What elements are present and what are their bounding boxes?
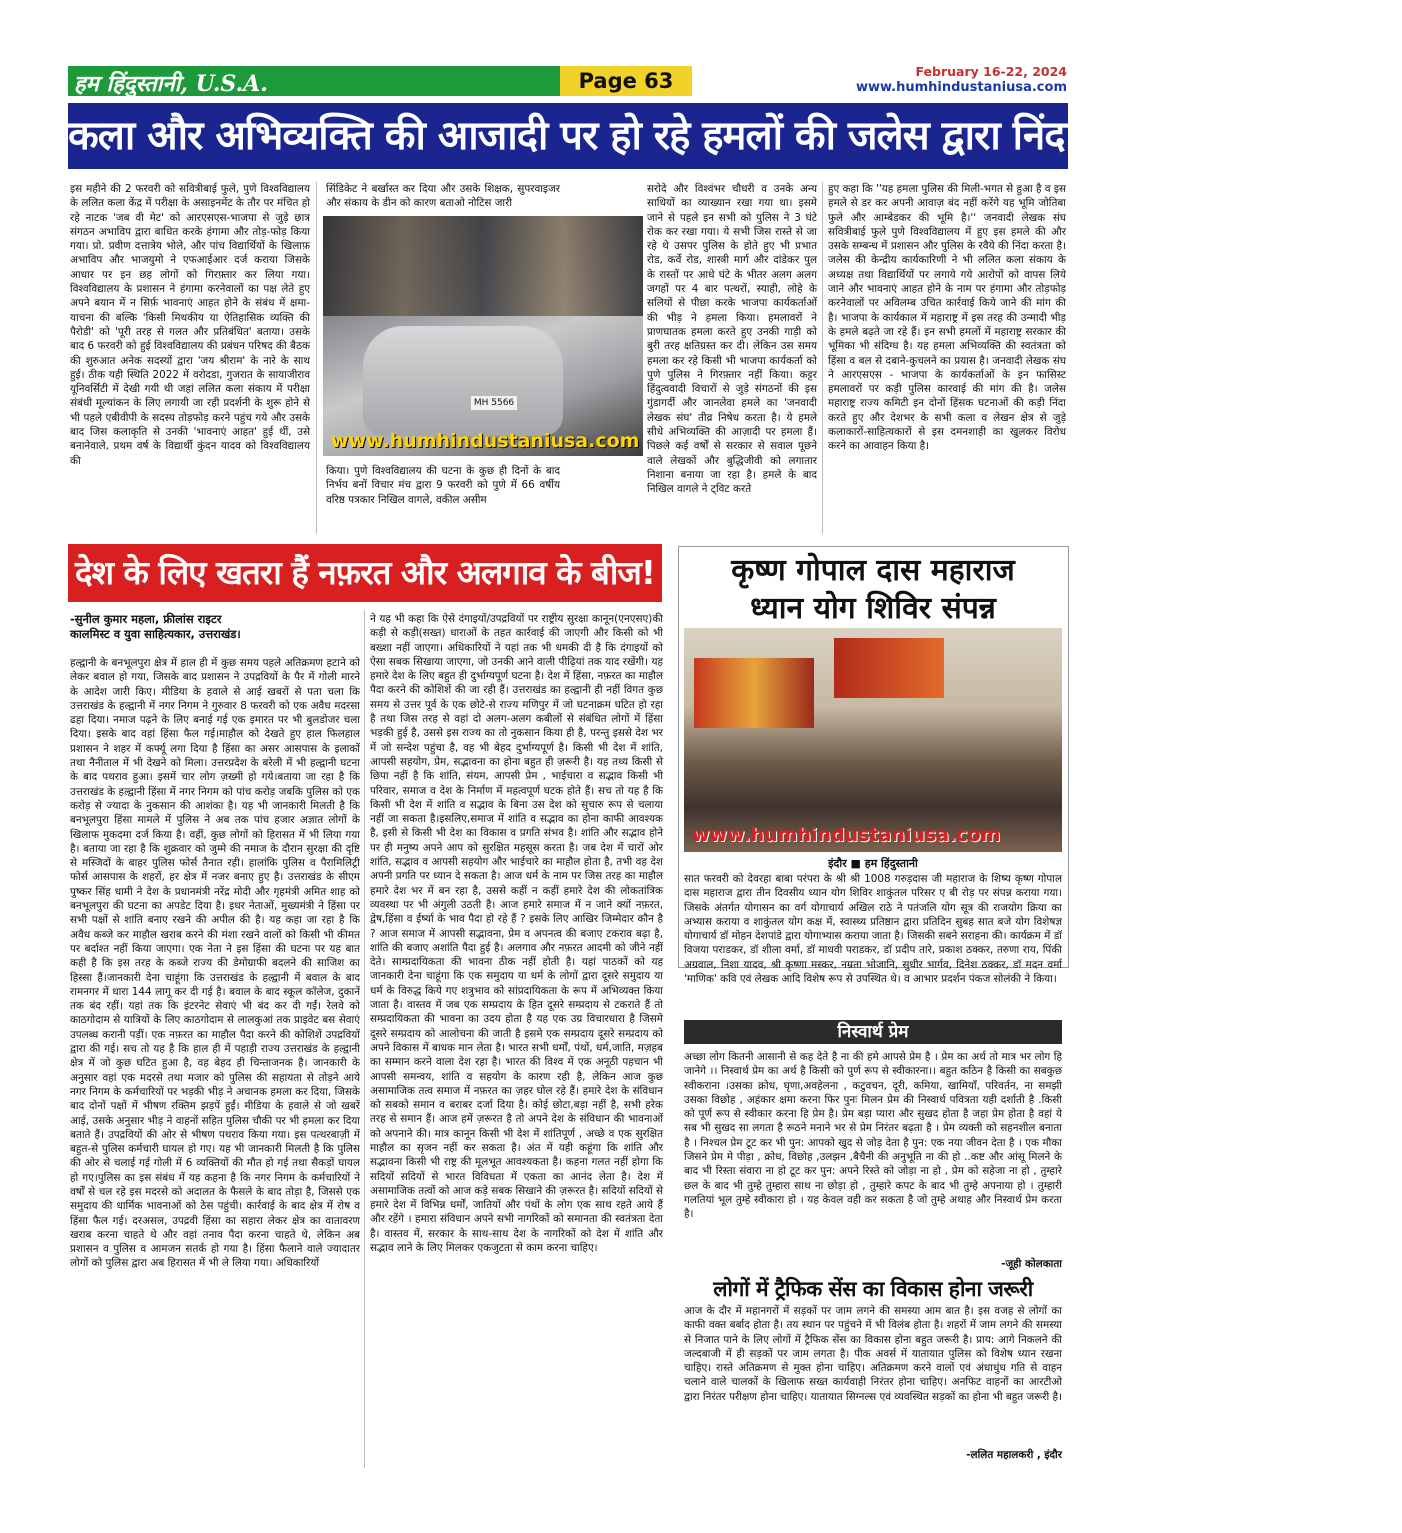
traffic-signature: -ललित महालकरी , इंदौर <box>966 1449 1062 1461</box>
yoga-headline-2: ध्यान योग शिविर संपन्न <box>750 591 996 626</box>
masthead-title: हम हिंदुस्तानी, U.S.A. <box>74 71 268 97</box>
altar-image <box>694 658 814 728</box>
nisvarth-signature: -जूही कोलकाता <box>1001 1258 1062 1270</box>
photo-watermark: www.humhindustaniusa.com <box>331 430 640 452</box>
column-divider <box>364 610 365 1468</box>
column-divider <box>316 182 317 534</box>
car-image <box>363 326 563 436</box>
photo-watermark: www.humhindustaniusa.com <box>692 824 1001 846</box>
main-article-column-3: सरोदे और विश्वंभर चौधरी व उनके अन्य साथियों का व्याख्यान रखा गया था। इसमे जाने से पहले इन सभी को पुलिस ने 3 घंटे रोक कर रखा गया। ये सभी जिस रास्ते से जा रहे थे उसपर पुलिस के होते हुए भी प्रभात रोड, कर्वे रोड, शास्त्री मार्ग और दांडेकर पुल के रास्तों पर आधे घंटे के भीतर अलग अलग जगहों पर 4 बार पत्थरों, स्याही, लोहे के सलियों से पीछा करके भाजपा कार्यकर्ताओं की भीड़ ने हमला किया। हमलावरों ने प्राणघातक हमला करते हुए उनकी गाड़ी को बुरी तरह क्षतिग्रस्त कर दी। लेकिन उस समय हमला कर रहे किसी भी भाजपा कार्यकर्ता को पुणे पुलिस ने गिरफ़्तार नहीं किया। कट्टर हिंदुत्ववादी विचारों से जुड़े संगठनों की इस गुंडागर्दी और जानलेवा हमले का 'जनवादी लेखक संघ' तीव्र निषेध करता है। ये हमले सीधे अभिव्यक्ति की आज़ादी पर हमला हैं। पिछले कई वर्षों से सरकार से सवाल पूछने वाले लेखकों और बुद्धिजीवी को लगातार निशाना बनाया जा रहा है। हमले के बाद निखिल वागले ने ट्विट करते <box>647 183 817 496</box>
second-article-column-1: हल्द्वानी के बनभूलपुरा क्षेत्र में हाल ही में कुछ समय पहले अतिक्रमण हटाने को लेकर बवाल हो गया, जिसके बाद प्रशासन ने उपद्रवियों के पैर में गोली मारने के आदेश जारी किए। मीडिया के हवाले से आई खबरों से पता चला कि उत्तराखंड के हल्द्वानी में नगर निगम ने गुरुवार 8 फरवरी को एक अवैध मदरसा ढहा दिया। नमाज पढ़ने के लिए बनाई गई एक इमारत पर भी बुलडोजर चला दिया। इसके बाद वहां हिंसा फैल गई।माहौल को देखते हुए हाल फिलहाल प्रशासन ने शहर में कर्फ्यू लगा दिया है हिंसा का असर आसपास के इलाकों तथा नैनीताल में भी देखने को मिला। उत्तरप्रदेश के बरेली में भी हल्द्वानी घटना के बाद पथराव हुआ। इसमें चार लोग ज़ख्मी हो गये।बताया जा रहा है कि उत्तराखंड के हल्द्वानी हिंसा में नगर निगम को पांच करोड़ जबकि पुलिस को एक करोड़ से ज्यादा के नुकसान की आशंका है। यह भी जानकारी मिलती है कि बनभूलपुरा हिंसा मामले में पुलिस ने अब तक पांच हजार अज्ञात लोगों के खिलाफ मुकदमा दर्ज किया है। वहीं, कुछ लोगों को हिरासत में भी लिया गया है। बताया जा रहा है कि शुक्रवार को जुम्मे की नमाज के दौरान सुरक्षा की दृष्टि से मस्जिदों के बाहर पुलिस फोर्स तैनात रही। हालांकि पुलिस व पैरामिलिट्री फोर्स आसपास के शहरों, हर क्षेत्र में नजर बनाए हुए है। उत्तराखंड के सीएम पुष्कर सिंह धामी ने देश के प्रधानमंत्री नरेंद्र मोदी और गृहमंत्री अमित शाह को बनभूलपुरा की घटना का अपडेट दिया है। इधर नेताओं, मुख्यमंत्री ने हिंसा पर सभी पक्षों से शांति बनाए रखने की अपील की है। यह कहा जा रहा है कि अवैध कब्जे कर माहौल खराब करने की मंशा रखने वालों को किसी भी कीमत पर बर्दाश्त नहीं किया जाएगा। एक नेता ने इस हिंसा की घटना पर यह बात कही है कि इस तरह के कब्जे राज्य की डेमोग्राफी बदलने की साजिश का हिस्सा हैं।जानकारी देना चाहूंगा कि उत्तराखंड के हल्द्वानी में बवाल के बाद रामनगर में धारा 144 लागू कर दी गई है। बवाल के बाद स्कूल कॉलेज, दुकानें तक बंद रहीं। यहां तक कि इंटरनेट सेवाएं भी बंद कर दी गईं। रेलवे को काठगोदाम से यात्रियों के लिए काठगोदाम से लालकुआं तक प्राइवेट बस सेवाएं उपलब्ध करानी पड़ीं। एक नफ़रत का माहौल पैदा करने की कोशिशें उपद्रवियों द्वारा की गई। सच तो यह है कि हाल ही में पहाड़ी राज्य उत्तराखंड के हल्द्वानी क्षेत्र में जो कुछ घटित हुआ है, वह बेहद ही चिन्ताजनक है। जानकारी के अनुसार वहां एक मदरसे तथा मजार को पुलिस की सहायता से तोड़ने आये नगर निगम के कर्मचारियों पर भड़की भीड़ ने अचानक हमला कर दिया, जिसके बाद दोनों पक्षों में भीषण रक्तिम झड़पें हुईं। मीडिया के हवाले से जो खबरें आई, उसके अनुसार भीड़ ने वाहनों सहित पुलिस चौकी पर भी हमला कर दिया बताते हैं। उपद्रवियों की ओर से भीषण पथराव किया गया। इस पत्थरबाज़ी में बहुत-से पुलिस कर्मचारी घायल हो गए। यह भी जानकारी मिलती है कि पुलिस की ओर से चलाई गई गोली में 6 व्यक्तियों की मौत हो गई तथा सैकड़ों घायल हो गए।पुलिस का इस संबंध में यह कहना है कि नगर निगम के कर्मचारियों ने वर्षों से चल रहे इस मदरसे को अदालत के फैसले के बाद तोड़ा है, जिससे एक समुदाय की धार्मिक भावनाओं को ठेस पहुंची। कार्रवाई के बाद क्षेत्र में रोष व हिंसा फैल गई। दरअसल, उपद्रवी हिंसा का सहारा लेकर क्षेत्र का वातावरण खराब करना चाहते थे और वहां तनाव पैदा करना चाहते थे, लेकिन अब प्रशासन व पुलिस व आमजन सतर्क हो गया है। हिंसा फैलाने वाले ज्यादातर लोगों को पुलिस द्वारा अब हिरासत में भी ले लिया गया। अधिकारियों <box>70 657 360 1270</box>
column-divider <box>822 182 823 534</box>
yoga-photo-caption: इंदौर ■ हम हिंदुस्तानी <box>828 857 918 870</box>
damaged-car-photo <box>323 216 643 456</box>
main-article-column-2-top: सिंडिकेट ने बर्खास्त कर दिया और उसके शिक्षक, सुपरवाइजर और संकाय के डीन को कारण बताओ नोटिस जारी <box>326 183 560 210</box>
issue-date: February 16-22, 2024 <box>915 64 1067 79</box>
main-article-column-4: हुए कहा कि ''यह हमला पुलिस की मिली-भगत से हुआ है व इस हमले से डर कर अपनी आवाज़ बंद नहीं करेंगे यह भूमि जोतिबा फुले और आम्बेडकर की भूमि है।'' जनवादी लेखक संघ सवित्रीबाई फुले पुणे विश्वविद्यालय में हुए इस हमले की और उसके सम्बन्ध में प्रशासन और पुलिस के रवैये की निंदा करता है। जलेस की केन्द्रीय कार्यकारिणी ने भी ललित कला संकाय के अध्यक्ष तथा विद्यार्थियों पर लगाये गये आरोपों को वापस लिये जाने और भावनाएं आहत होने के नाम पर हंगामा और तोड़फोड़ करनेवालों पर अविलम्ब उचित कार्रवाई किये जाने की मांग की है। भाजपा के कार्यकाल में महाराष्ट्र में इस तरह की उन्मादी भीड़ के हमले बढ़ते जा रहे हैं। इन सभी हमलों में महाराष्ट्र सरकार की भूमिका भी संदिग्ध है। यह हमला अभिव्यक्ति की स्वतंत्रता को हिंसा व बल से दबाने-कुचलने का प्रयास है। जनवादी लेखक संघ ने आरएसएस - भाजपा के कार्यकर्ताओं के इन फासिस्ट हमलावरों पर कड़ी पुलिस कारवाई की मांग की है। जलेस महाराष्ट्र राज्य कमिटी इन दोनों हिंसक घटनाओं की कड़ी निंदा करते हुए और देशभर के सभी कला व लेखन क्षेत्र से जुड़े कलाकारों-साहित्यकारों से इस दमनशाही का खुलकर विरोध करने का आवाहन किया है। <box>828 183 1066 453</box>
page-number: Page 63 <box>560 66 692 96</box>
nisvarth-headline: निस्वार्थ प्रेम <box>684 1020 1062 1044</box>
traffic-body: आज के दौर में महानगरों में सड़कों पर जाम लगने की समस्या आम बात है। इस वजह से लोगों का काफी वक्त बर्बाद होता है। तय स्थान पर पहुंचने में भी विलंब होता है। शहरों में जाम लगने की समस्या से निजात पाने के लिए लोगों में ट्रैफिक सेंस का विकास होना बहुत जरूरी है। प्राय: आगे निकलने की जल्दबाजी में ही सड़कों पर जाम लगता है। पीक अवर्स में यातायात पुलिस को विशेष ध्यान रखना चाहिए। रास्ते अतिक्रमण से मुक्त होना चाहिए। अतिक्रमण करने वालों एवं अंधाधुंध गति से वाहन चलाने वाले चालकों के खिलाफ सख्त कार्यवाही निरंतर होना चाहिए। अनफिट वाहनों का आरटीओ द्वारा निरंतर परीक्षण होना चाहिए। यातायात सिग्नल्स एवं व्यवस्थित सड़कों का होना भी बहुत जरूरी है। <box>684 1305 1063 1403</box>
nisvarth-body: अच्छा लोग कितनी आसानी से कह देते है ना की हमे आपसे प्रेम है । प्रेम का अर्थ तो मात्र भर लोग हि जानेगे ।। निस्वार्थ प्रेम का अर्थ है किसी को पुर्ण रूप से स्वीकारना।। बहुत कठिन है किसी का सबकुछ स्वीकराना ।उसका क्रोध, घृणा,अवहेलना , कटुवचन, दूरी, कमिया, खामियाँ, परिवर्तन, ना समझी उसका विछोह , अहंकार क्षमा करना फिर पुनः मिलन प्रेम की निस्वार्थ पवित्रता यही दर्शाती है .किसी को पूर्ण रूप से स्वीकार करना हि प्रेम है। प्रेम बड़ा प्यारा और सुखद होता है जहा प्रेम होता है वहां ये सब भी सुखद सा लगता है रूठने मनाने भर से प्रेम निरंतर बढ़ता है । प्रेम व्यक्ती को सहनशील बनाता है । निश्चल प्रेम टूट कर भी पुन: आपको खुद से जोड़ देता है पुन: एक नया जीवन देता है । एक मौका जिसने प्रेम मे पीड़ा , क्रोध, विछोह ,उलझन ,बैचैनी की अनुभूति ना की हो ..कष्ट और आंसू मिलने के बाद भी रिस्ता संवारा ना हो टूट कर पुन: अपने रिस्ते को जोड़ा ना हो , प्रेम को सहेजा ना हो , तुम्हारे छल के बाद भी तुम्हे तुम्हारा साथ ना छोड़ा हो , तुम्हारे कपट के बाद भी तुम्हे अपनाया हो । तुम्हारी गलतियां भूल तुम्हे स्वीकारा हो । यह केवल वही कर सकता है जो तुम्हे अथाह और निस्वार्थ प्रेम करता है। <box>684 1051 1062 1221</box>
main-article-column-1: इस महीने की 2 फरवरी को सवित्रीबाई फुले, पुणे विश्वविद्यालय के ललित कला केंद्र में परीक्षा के असाइनमेंट के तौर पर मंचित हो रहे नाटक 'जब वी मेट' को आरएसएस-भाजपा से जुड़े छात्र संगठन अभाविप द्वारा बाधित करके हंगामा और तोड़-फोड़ किया गया। प्रो. प्रवीण दत्तात्रेय भोले, और पांच विद्यार्थियों के खिलाफ़ अभाविप और भाजयुमो ने एफआईआर दर्ज कराया जिसके आधार पर इन छह लोगों को गिरफ़्तार कर लिया गया। विश्वविद्यालय के प्रशासन ने हंगामा करनेवालों का पक्ष लेते हुए अपने बयान में न सिर्फ़ भावनाएं आहत होने के संबंध में क्षमा-याचना की बल्कि 'किसी मिथकीय या ऐतिहासिक व्यक्ति की पैरोडी' को 'पूरी तरह से गलत और प्रतिबंधित' बताया। उसके बाद 6 फरवरी को हुई विश्वविद्यालय की प्रबंधन परिषद की बैठक की शुरुआत अनेक सदस्यों द्वारा 'जय श्रीराम' के नारे के साथ हुई। ठीक यही स्थिति 2022 में वरोदडा, गुजरात के सायाजीराव यूनिवर्सिटी में देखी गयी थी जहां ललित कला संकाय में परीक्षा संबंधी मूल्यांकन के लिए लगायी जा रही प्रदर्शनी के शुरू होने से भी पहले एबीवीपी के सदस्य तोड़फोड़ करने पहुंच गये और उसके बाद जिस कलाकृति से उनकी 'भावनाएं आहत' हुई थीं, उसे बनानेवाले, प्रथम वर्ष के विद्यार्थी कुंदन यादव को विश्वविद्यालय की <box>70 183 310 467</box>
traffic-headline: लोगों में ट्रैफिक सेंस का विकास होना जरूरी <box>713 1277 1033 1301</box>
yoga-headline-1: कृष्ण गोपाल दास महाराज <box>731 553 1015 588</box>
second-headline: देश के लिए खतरा हैं नफ़रत और अलगाव के बीज! <box>68 544 662 602</box>
yoga-article-body: सात फरवरी को देवरहा बाबा परंपरा के श्री श्री 1008 गरुड़दास जी महाराज के शिष्य कृष्ण गोपाल दास महाराज द्वारा तीन दिवसीय ध्यान योग शिविर शाकुंतल परिसर ए बी रोड़ पर संपन्न कराया गया। जिसके अंतर्गत योगासन का वर्ग योगाचार्य अखिल राठे ने पतंजलि योग सूत्र की राजयोग क्रिया का अभ्यास कराया व शाकुंतल योग कक्ष में, स्वास्थ्य प्रतिष्ठान द्वारा प्रतिदिन सुबह सात बजे योग विशेषज्ञ योगाचार्य डॉ मोहन देशपांडे द्वारा योगाभ्यास कराया जाता है। जिसकी सबने सराहना की। कार्यक्रम में डॉ विजया पराडकर, डॉ शीला वर्मा, डॉ माधवी पराडकर, डॉ प्रदीप तारे, प्रकाश ठक्कर, तरुणा राय, पिंकी अग्रवाल, निशा यादव, श्री कृष्णा मस्कर, नम्रता भोजानि, सुधीर भार्गव, दिनेश ठक्कर, डॉ मदन वर्मा 'माणिक' कवि एवं लेखक आदि विशेष रूप से उपस्थित थे। व आभार प्रदर्शन पंकज सोलंकी ने किया। <box>684 873 1062 986</box>
banner-image <box>834 638 944 698</box>
website-link[interactable]: www.humhindustaniusa.com <box>855 80 1067 95</box>
second-article-column-2: ने यह भी कहा कि ऐसे दंगाइयों/उपद्रवियों पर राष्ट्रीय सुरक्षा कानून(एनएसए)की कड़ी से कड़ी(सख्त) धाराओं के तहत कार्रवाई की जाएगी और किसी को भी बख्शा नहीं जाएगा। अधिकारियों ने यहां तक भी धमकी दी है कि दंगाइयों को ऐसा सबक सिखाया जाएगा, जो उनकी आने वाली पीढ़ियां तक याद रखेंगी। यह हमारे देश के लिए बहुत ही दुर्भाग्यपूर्ण घटना है। देश में हिंसा, नफ़रत का माहौल पैदा करने की कोशिशें की जा रही हैं। उत्तराखंड का हल्द्वानी ही नहीं विगत कुछ समय से उत्तर पूर्व के एक छोटे-से राज्य मणिपुर में जो घटनाक्रम घटित हो रहा है तथा जिस तरह से वहां दो अलग-अलग कबीलों से संबंधित लोगों में हिंसा भड़की हुई है, उससे इस राज्य का तो नुकसान किया ही है, परन्तु इससे देश भर में जो सन्देश पहुंचा है, वह भी बेहद दुर्भाग्यपूर्ण है। किसी भी देश में शांति, आपसी सहयोग, प्रेम, सद्भावना का होना बहुत ही ज़रूरी है। यह तथ्य किसी से छिपा नहीं है कि शांति, संयम, आपसी प्रेम , भाईचारा व सद्भाव किसी भी परिवार, समाज व देश के निर्माण में महत्वपूर्ण घटक होते हैं। सच तो यह है कि किसी भी देश में शांति व सद्भाव के बिना उस देश को सुचारु रूप से चलाया नहीं जा सकता है।इसलिए,समाज में शांति व सद्भाव का होना काफी आवश्यक है, इसी से किसी भी देश का विकास व प्रगति संभव है। शांति और सद्भाव होने पर ही मनुष्य अपने आप को सुरक्षित महसूस करता है। जब देश में चारों ओर शांति, सद्भाव व आपसी सहयोग और भाईचारे का माहौल होता है, तभी वह देश अपनी प्रगति पर ध्यान दे सकता है। आज धर्म के नाम पर जिस तरह का माहौल हमारे देश भर में बन रहा है, उससे कहीं न कहीं हमारे देश की लोकतांत्रिक व्यवस्था पर भी अंगुली उठती है। आज हमारे समाज में न जाने क्यों नफ़रत, द्वेष,हिंसा व ईर्ष्या के भाव पैदा हो रहे हैं ? इसके लिए आखिर जिम्मेदार कौन है ? आज समाज में आपसी सद्भावना, प्रेम व अपनत्व की बजाए टकराव बढ़ा है, शांति की बजाए अशांति पैदा हुई है। अलगाव और नफ़रत आदमी को जीने नहीं देते। साम्प्रदायिकता की भावना ठीक नहीं होती है। यहां पाठकों को यह जानकारी देना चाहूंगा कि एक समुदाय या धर्म के लोगों द्वारा दूसरे समुदाय या धर्म के विरुद्ध किये गए शत्रुभाव को सांप्रदायिकता के रूप में अभिव्यक्त किया जाता है। वास्तव में जब एक सम्प्रदाय के हित दूसरे सम्प्रदाय से टकराते हैं तो सम्प्रदायिकता की भावना का उदय होता है यह एक उग्र विचारधारा है जिसमे दूसरे सम्प्रदाय को आलोचना की जाती है इसमे एक सम्प्रदाय दूसरे सम्प्रदाय को अपने विकास में बाधक मान लेता है। भारत सभी धर्मों, पंथों, धर्म,जाति, मज़हब का सम्मान करने वाला देश रहा है। भारत की विश्व में एक अनूठी पहचान भी आपसी समन्वय, शांति व सहयोग के कारण रही है, लेकिन आज कुछ असामाजिक तत्व समाज में नफ़रत का ज़हर घोल रहे हैं। हमारे देश के संविधान को सबको समान व बराबर दर्जा दिया है। कोई छोटा,बड़ा नहीं है, सभी हरेक तरह से समान हैं। आज हमें ज़रूरत है तो अपने देश के संविधान की भावनाओं को अपनाने की। मात्र कानून किसी भी देश में शांतिपूर्ण , अच्छे व एक सुरक्षित माहौल का सृजन नहीं कर सकता है। अंत में यही कहूंगा कि शांति और सद्भावना किसी भी राष्ट्र की मूलभूत आवश्यकता है। कहना गलत नहीं होगा कि सदियों सदियों से भारत विविधता में एकता का आनंद लेता है। देश में असामाजिक तत्वों को आज कड़े सबक सिखाने की ज़रूरत है। सदियों सदियों से हमारे देश में विभिन्न धर्मों, जातियों और पंथों के लोग एक साथ रहते आये हैं और रहेंगे । हमारा संविधान अपने सभी नागरिकों को समानता की स्वतंत्रता देता है। वास्तव में, सरकार के साथ-साथ देश के नागरिकों को देश में शांति और सद्भाव लाने के लिए मिलकर एकजुटता से काम करना चाहिए। <box>370 613 663 1255</box>
crowd-image <box>323 216 643 316</box>
number-plate: MH 5566 <box>471 396 517 410</box>
byline-author: -सुनील कुमार महला, फ्रीलांस राइटर <box>70 612 222 626</box>
yoga-camp-photo <box>684 628 1062 852</box>
byline-role: कालमिस्ट व युवा साहित्यकार, उत्तराखंड। <box>70 627 241 641</box>
main-headline: कला और अभिव्यक्ति की आजादी पर हो रहे हमलों की जलेस द्वारा निंदा, कड़ी कारवाई की मांग <box>68 103 1068 169</box>
main-article-column-2-bottom: किया। पुणे विश्वविद्यालय की घटना के कुछ ही दिनों के बाद निर्भय बनों विचार मंच द्वारा 9 फरवरी को पुणे में 66 वर्षीय वरिष्ठ पत्रकार निखिल वागले, वकील असीम <box>326 465 560 506</box>
